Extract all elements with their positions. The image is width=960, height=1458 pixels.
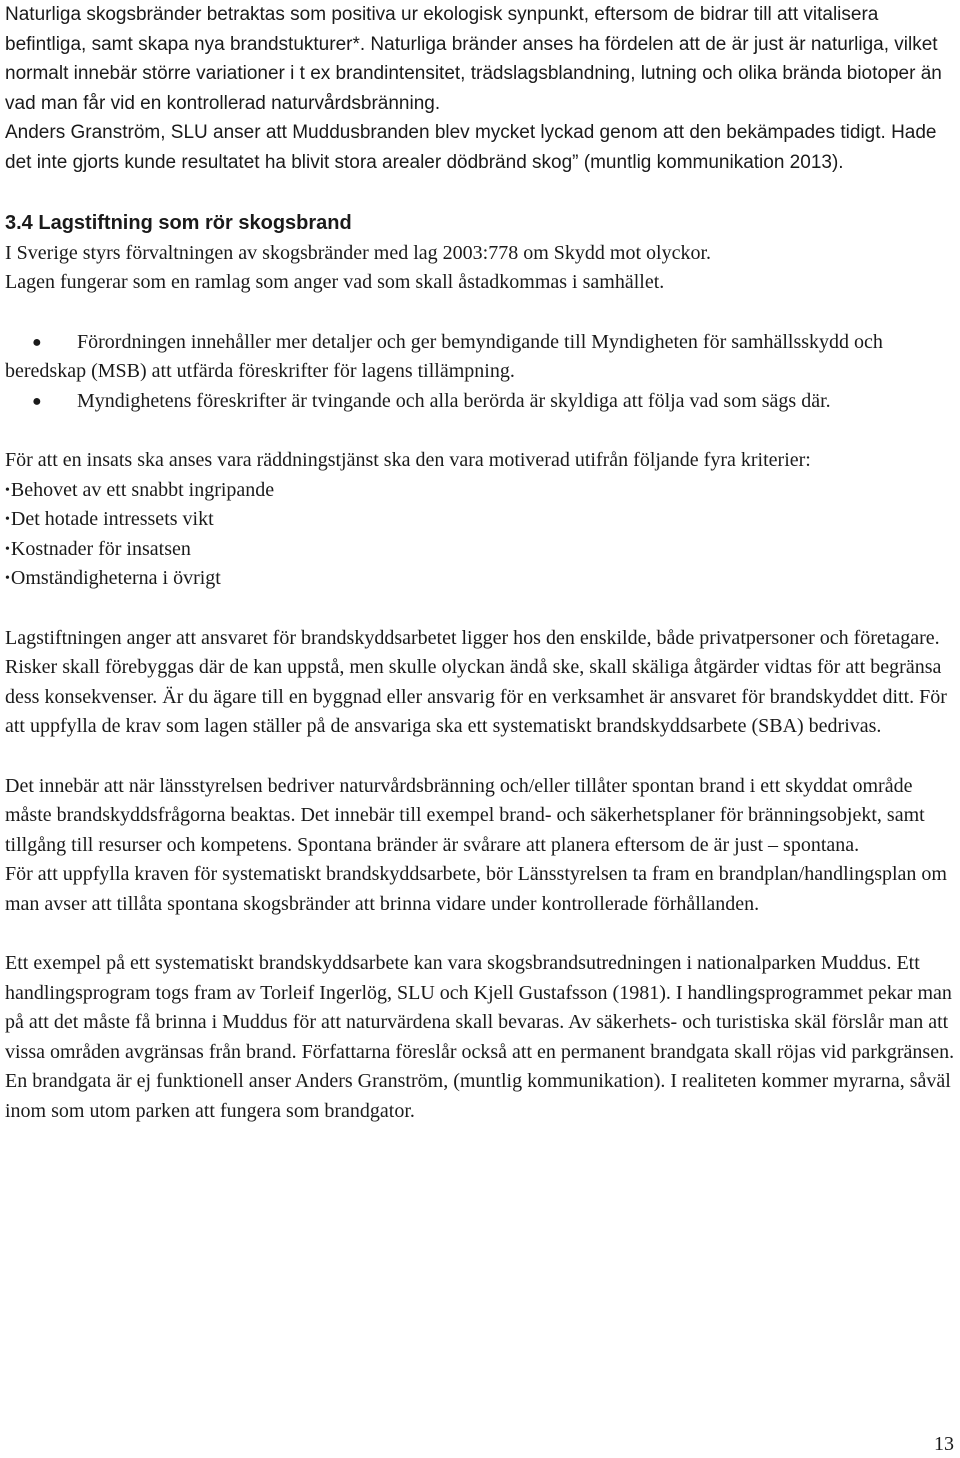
bullet-dot-icon: ● [32,333,42,351]
bullet-icon: • [5,512,10,527]
bullet-icon: • [5,482,10,498]
paragraph-county-board: Det innebär att när länsstyrelsen bedriver naturvårdsbränning och/eller tillåter spontan brand i ett skyddat område måste brandskyddsfrågorna beaktas. Det innebär till exempel brand- och säkerhetsplaner för bränningsobjekt, samt tillgång till resurser och kompetens. Spontana bränder är svårare att planera eftersom de är just – spontana. [5,774,925,856]
criteria-item: •Kostnader för insatsen [5,537,191,560]
legislation-line-2: Lagen fungerar som en ramlag som anger vad som skall åstadkommas i samhället. [5,271,665,293]
paragraph-fire-plan: För att uppfylla kraven för systematiskt brandskyddsarbete, bör Länsstyrelsen ta fram en brandplan/handlingsplan om man avser att tillåta spontana skogsbränder att brinna vidare under kontrollerade förhållanden. [5,863,947,915]
document-page [5,0,957,1126]
section-heading: 3.4 Lagstiftning som rör skogsbrand [5,212,352,234]
criteria-list [5,476,957,594]
criteria-item: •Omständigheterna i övrigt [5,567,221,589]
page-number: 13 [934,1433,954,1455]
criteria-item: •Behovet av ett snabbt ingripande [5,478,275,501]
bullet-icon: • [5,571,10,586]
bullet-icon: • [5,541,10,557]
legislation-line-1: I Sverige styrs förvaltningen av skogsbränder med lag 2003:778 om Skydd mot olyckor. [5,241,712,264]
criteria-intro: För att en insats ska anses vara räddningstjänst ska den vara motiverad utifrån följande fyra kriterier: [5,449,811,471]
paragraph-natural-fires: Naturliga skogsbränder betraktas som positiva ur ekologisk synpunkt, eftersom de bidrar till att vitalisera befintliga, samt skapa nya brandstukturer*. Naturliga bränder anses ha fördelen att de är just är naturliga, vilket normalt innebär större variationer i t ex brandintensitet, trädslagsblandning, lutning och olika brända biotoper än vad man får vid en kontrollerad naturvårdsbränning. [5,4,942,114]
paragraph-muddus-example: Ett exempel på ett systematiskt brandskyddsarbete kan vara skogsbrandsutredningen i nationalparken Muddus. Ett handlingsprogram togs fram av Torleif Ingerlög, SLU och Kjell Gustafsson (1981). I handlingsprogrammet pekar man på att det måste få brinna i Muddus för att naturvärdena skall bevaras. Av säkerhets- och turistiska skäl förslår man att vissa områden avgränsas från brand. Författarna föreslår också att en permanent brandgata skall röjas vid parkgränsen. En brandgata är ej funktionell anser Anders Granström, (muntlig kommunikation). I realiteten kommer myrarna, såväl inom som utom parken att fungera som brandgator. [5,952,955,1122]
criteria-item: •Det hotade intressets vikt [5,508,214,530]
paragraph-responsibility: Lagstiftningen anger att ansvaret för brandskyddsarbetet ligger hos den enskilde, både privatpersoner och företagare. Risker skall förebyggas där de kan uppstå, men skulle olyckan ändå ske, skall skäliga åtgärder vidtas för att begränsa dess konsekvenser. Är du ägare till en byggnad eller ansvarig för en verksamhet är ansvaret för brandskyddet ditt. För att uppfylla de krav som lagen ställer på de ansvariga ska ett systematiskt brandskyddsarbete (SBA) bedrivas. [5,626,947,737]
paragraph-granstrom: Anders Granström, SLU anser att Muddusbranden blev mycket lyckad genom att den bekämpades tidigt. Hade det inte gjorts kunde resultatet ha blivit stora arealer dödbränd skog” (muntlig kommunikation 2013). [5,122,937,173]
bullet-list [5,328,957,417]
bullet-item: ● Förordningen innehåller mer detaljer och ger bemyndigande till Myndigheten för samhällsskydd och beredskap (MSB) att utfärda föreskrifter för lagens tillämpning. [5,328,957,387]
bullet-dot-icon: ● [32,392,42,410]
bullet-item: ● Myndighetens föreskrifter är tvingande och alla berörda är skyldiga att följa vad som sägs där. [5,387,957,417]
